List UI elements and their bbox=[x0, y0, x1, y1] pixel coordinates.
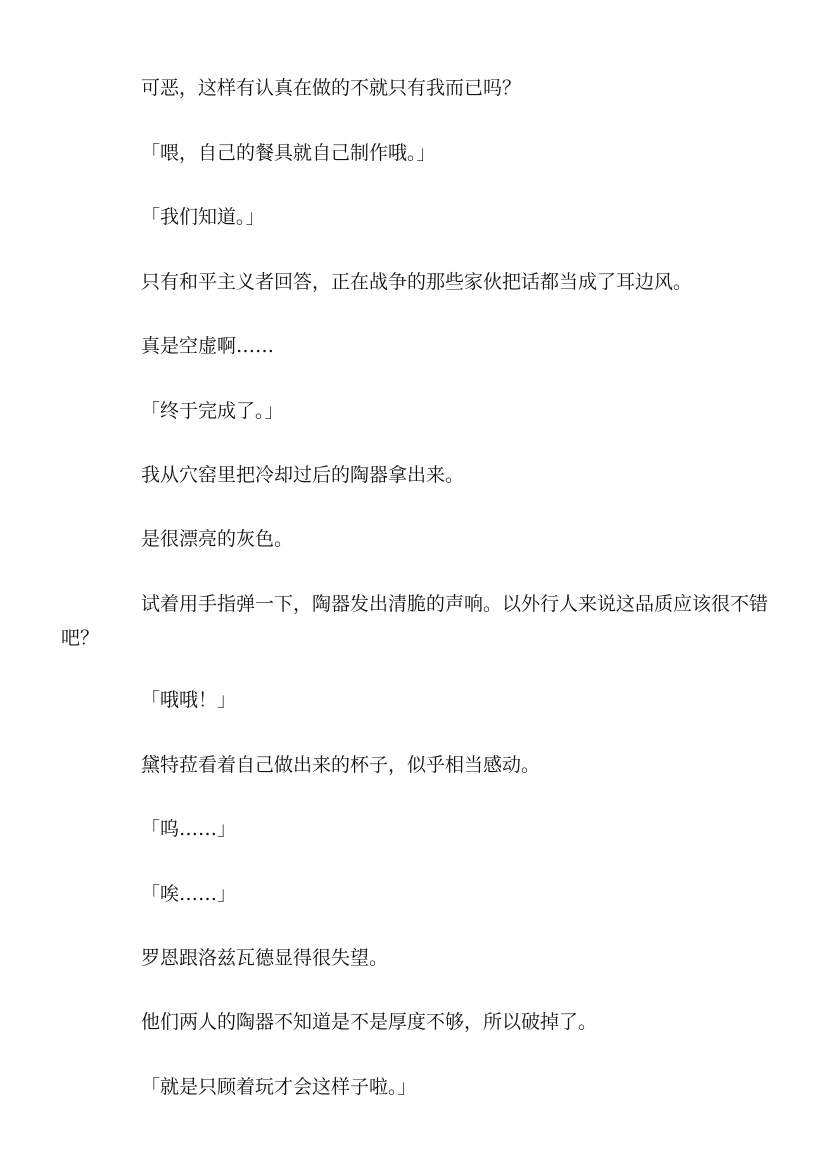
paragraph: 「呜……」 bbox=[141, 818, 237, 840]
paragraph: 他们两人的陶器不知道是不是厚度不够，所以破掉了。 bbox=[141, 1011, 598, 1033]
paragraph: 「喂，自己的餐具就自己制作哦。」 bbox=[141, 142, 436, 164]
paragraph: 可恶，这样有认真在做的不就只有我而已吗？ bbox=[141, 77, 522, 99]
paragraph: 「唉……」 bbox=[141, 883, 237, 905]
paragraph: 黛特菈看着自己做出来的杯子，似乎相当感动。 bbox=[141, 754, 541, 776]
paragraph: 罗恩跟洛兹瓦德显得很失望。 bbox=[141, 947, 389, 969]
paragraph: 「就是只顾着玩才会这样子啦。」 bbox=[141, 1076, 417, 1098]
paragraph: 真是空虚啊…… bbox=[141, 335, 275, 357]
paragraph: 「我们知道。」 bbox=[141, 206, 265, 228]
paragraph: 「终于完成了。」 bbox=[141, 400, 284, 422]
paragraph: 是很漂亮的灰色。 bbox=[141, 528, 294, 550]
paragraph: 我从穴窑里把冷却过后的陶器拿出来。 bbox=[141, 464, 465, 486]
paragraph: 只有和平主义者回答，正在战争的那些家伙把话都当成了耳边风。 bbox=[141, 271, 693, 293]
paragraph: 「哦哦！」 bbox=[141, 689, 237, 711]
paragraph: 试着用手指弹一下，陶器发出清脆的声响。以外行人来说这品质应该很不错吧？ bbox=[61, 593, 769, 649]
